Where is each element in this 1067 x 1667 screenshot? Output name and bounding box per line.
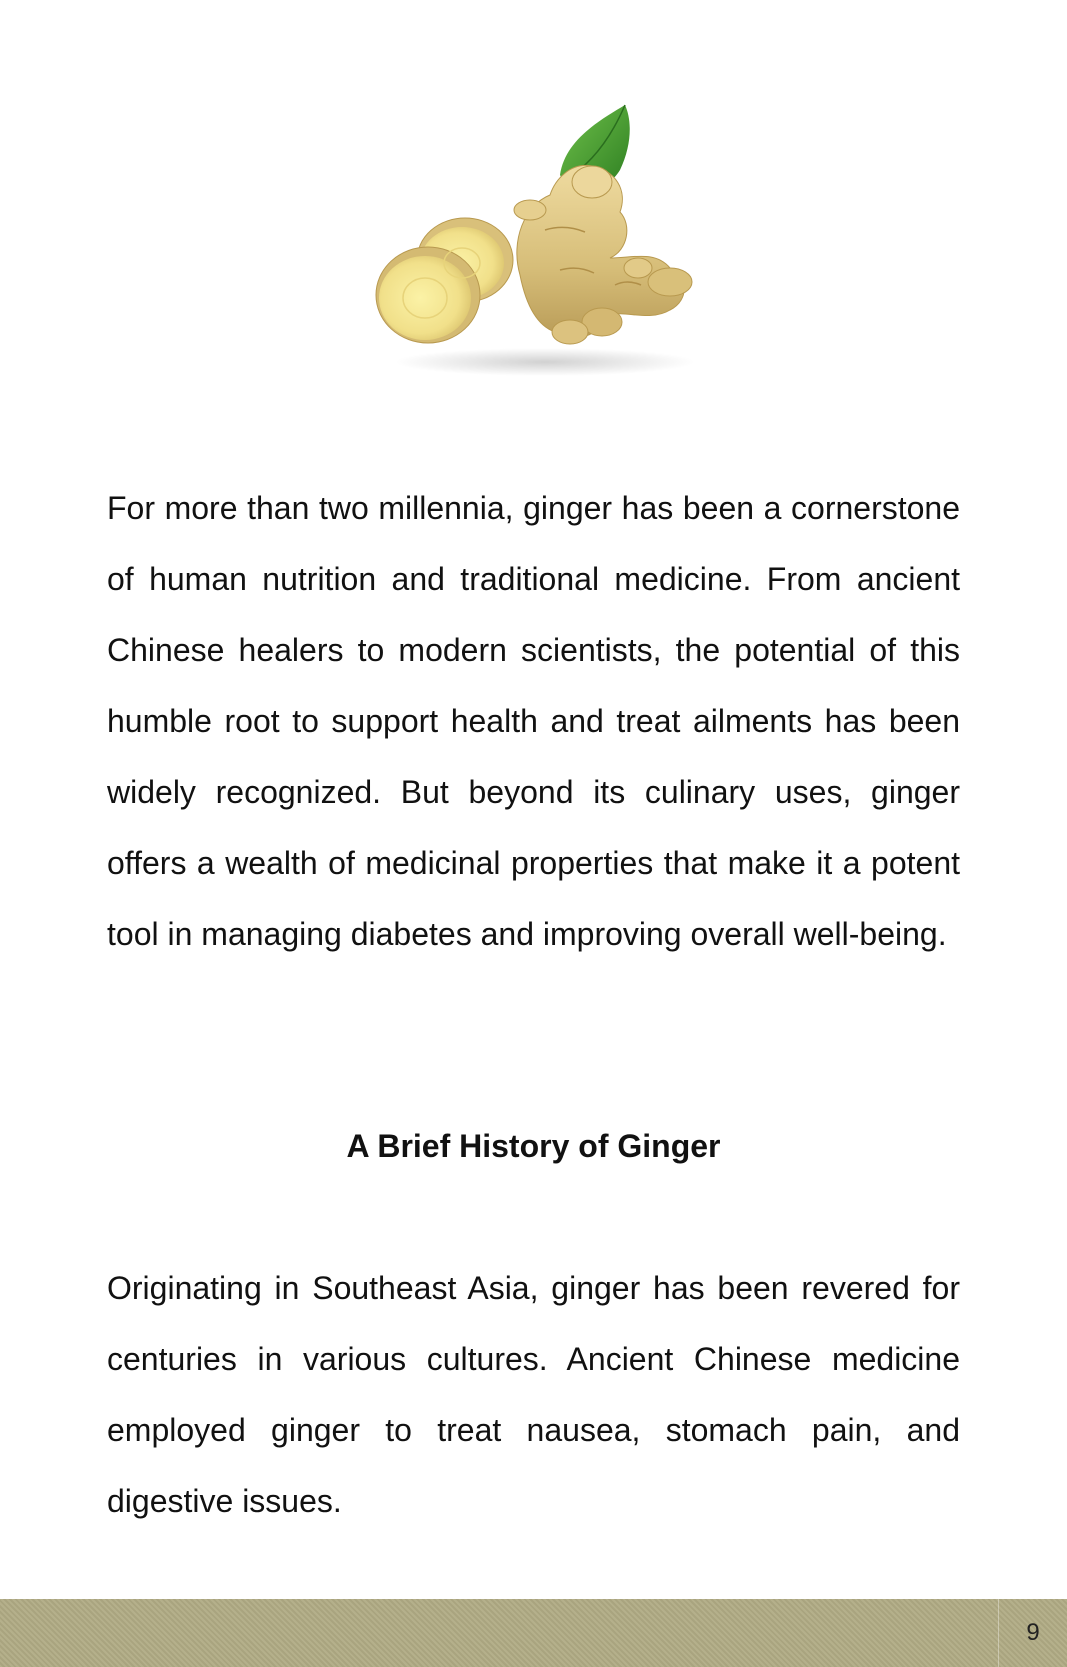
section-heading-history: A Brief History of Ginger bbox=[346, 1128, 721, 1164]
history-paragraph: Originating in Southeast Asia, ginger has been revered for centuries in various cultures. Ancient Chinese medicine employed ginger to treat nausea, stomach pain, and digestive issues. bbox=[107, 1270, 960, 1519]
intro-paragraph: For more than two millennia, ginger has been a cornerstone of human nutrition and traditional medicine. From ancient Chinese healers to modern scientists, the potential of this humble root to support health and treat ailments has been widely recognized. But beyond its culinary uses, ginger offers a wealth of medicinal properties that make it a potent tool in managing diabetes and improving overall well-being. bbox=[107, 490, 960, 952]
footer-bar bbox=[0, 1599, 1067, 1667]
ginger-root-icon bbox=[370, 100, 710, 380]
page-number: 9 bbox=[998, 1599, 1067, 1667]
